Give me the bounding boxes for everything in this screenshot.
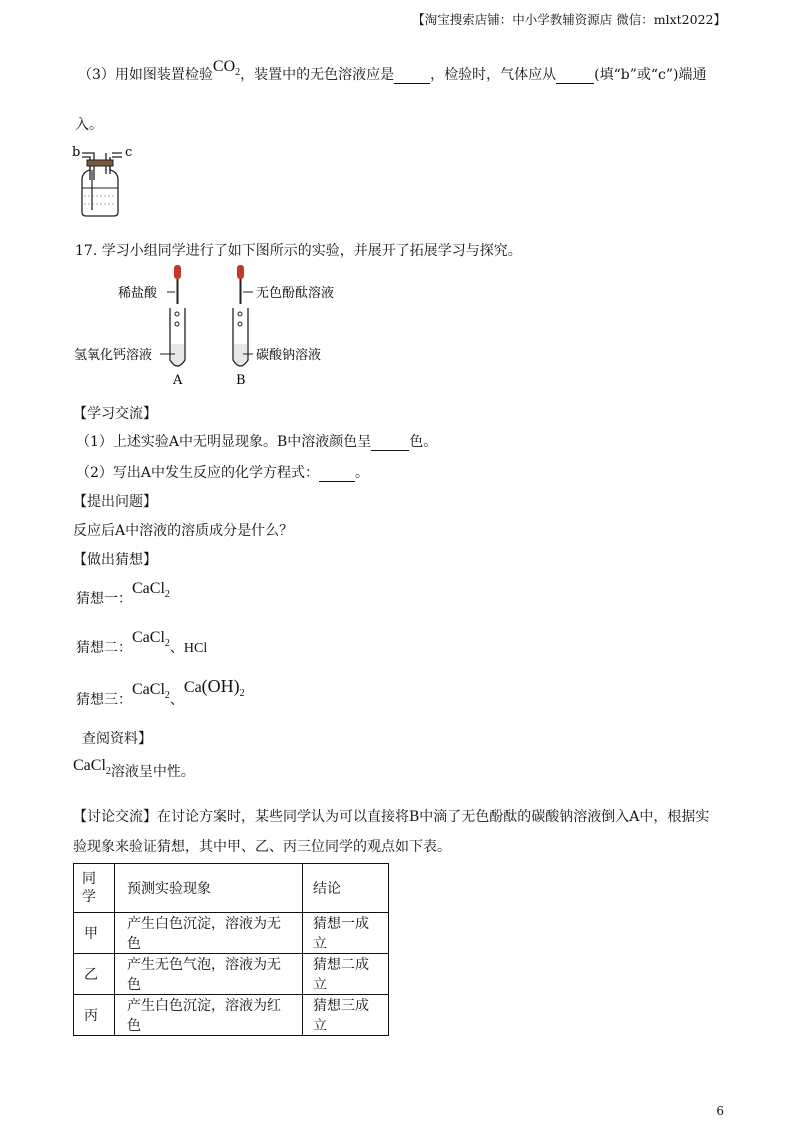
q3-part3: (填“b”或“c”)端通 [594, 67, 707, 83]
q17-intro: 17. 学习小组同学进行了如下图所示的实验，并展开了拓展学习与探究。 [75, 243, 522, 259]
bottle-label-b: b [72, 145, 81, 160]
guess-1: 猜想一：CaCl$_2$ [76, 580, 170, 607]
table-cell: 猜想一成立 [303, 913, 389, 954]
table-cell: 丙 [74, 995, 115, 1036]
q3-part1: ，装置中的无色溶液应是 [240, 67, 395, 83]
item-1: （1）上述实验A中无明显现象。B中溶液颜色呈 色。 [76, 434, 438, 450]
label-sodium-carbonate: 碳酸钠溶液 [256, 348, 322, 363]
discussion-line-2: 验现象来验证猜想，其中甲、乙、丙三位同学的观点如下表。 [73, 839, 451, 855]
discussion-line-1: 【讨论交流】在讨论方案时，某些同学认为可以直接将B中滴了无色酚酞的碳酸钠溶液倒入A中，根据实 [73, 809, 710, 825]
question-heading: 【提出问题】 [73, 494, 157, 510]
q3-line2: 入。 [75, 117, 103, 133]
table-row [74, 995, 389, 1036]
q3-line1 [78, 58, 707, 84]
table-header-student: 同学 [74, 864, 115, 913]
table-cell: 产生白色沉淀，溶液为红色 [115, 995, 303, 1036]
prediction-table [73, 863, 389, 1036]
table-header-conclusion: 结论 [303, 864, 389, 913]
q3-blank-1[interactable] [394, 69, 430, 84]
item2-blank[interactable] [319, 467, 355, 482]
table-row [74, 913, 389, 954]
reference-heading: 查阅资料】 [82, 731, 152, 747]
study-exchange-heading: 【学习交流】 [73, 406, 157, 422]
guess3-formula-1: CaCl$_2$ [132, 681, 170, 701]
item1-blank[interactable] [371, 436, 409, 451]
table-cell: 猜想三成立 [303, 995, 389, 1036]
test-tube-figure [70, 262, 360, 392]
dropper-bulb-b [237, 265, 244, 279]
co2-formula: $CO_2$ [212, 58, 241, 78]
guess-3: 猜想三：CaCl$_2$、$Ca(OH)_2$ [76, 676, 245, 708]
guess3-formula-2: $Ca(OH)_2$ [183, 676, 245, 699]
table-header-phenomenon: 预测实验现象 [115, 864, 303, 913]
table-row [74, 954, 389, 995]
header-note: 【淘宝搜索店铺：中小学教辅资源店 微信：mlxt2022】 [412, 12, 726, 27]
table-cell: 产生白色沉淀，溶液为无色 [115, 913, 303, 954]
question-text: 反应后A中溶液的溶质成分是什么？ [73, 523, 294, 539]
bottle-label-c: c [125, 145, 133, 160]
tube-label-b: B [236, 373, 246, 388]
gas-washing-bottle-figure [70, 140, 140, 220]
hypothesis-heading: 【做出猜想】 [73, 552, 157, 568]
guess2-formula-2: HCl [183, 641, 208, 656]
dropper-bulb-a [174, 265, 181, 279]
table-header-row [74, 864, 389, 913]
reference-text: CaCl$_2$溶液呈中性。 [73, 757, 195, 780]
label-calcium-hydroxide: 氢氧化钙溶液 [74, 348, 153, 363]
table-cell: 猜想二成立 [303, 954, 389, 995]
label-phenolphthalein: 无色酚酞溶液 [256, 286, 335, 301]
guess1-formula: CaCl$_2$ [132, 580, 170, 600]
table-cell: 产生无色气泡，溶液为无色 [115, 954, 303, 995]
tube-label-a: A [173, 373, 183, 388]
guess-2: 猜想二：CaCl$_2$、HCl [76, 629, 208, 656]
q3-part2: ，检验时，气体应从 [430, 67, 557, 83]
label-dilute-hcl: 稀盐酸 [118, 286, 158, 301]
q3-blank-2[interactable] [556, 69, 594, 84]
reference-formula: CaCl$_2$ [73, 757, 111, 777]
table-cell: 乙 [74, 954, 115, 995]
item-2: （2）写出A中发生反应的化学方程式： 。 [76, 465, 370, 481]
page-number: 6 [716, 1104, 724, 1118]
table-cell: 甲 [74, 913, 115, 954]
guess2-formula-1: CaCl$_2$ [132, 629, 170, 649]
q3-prefix: （3）用如图装置检验 [78, 67, 213, 83]
